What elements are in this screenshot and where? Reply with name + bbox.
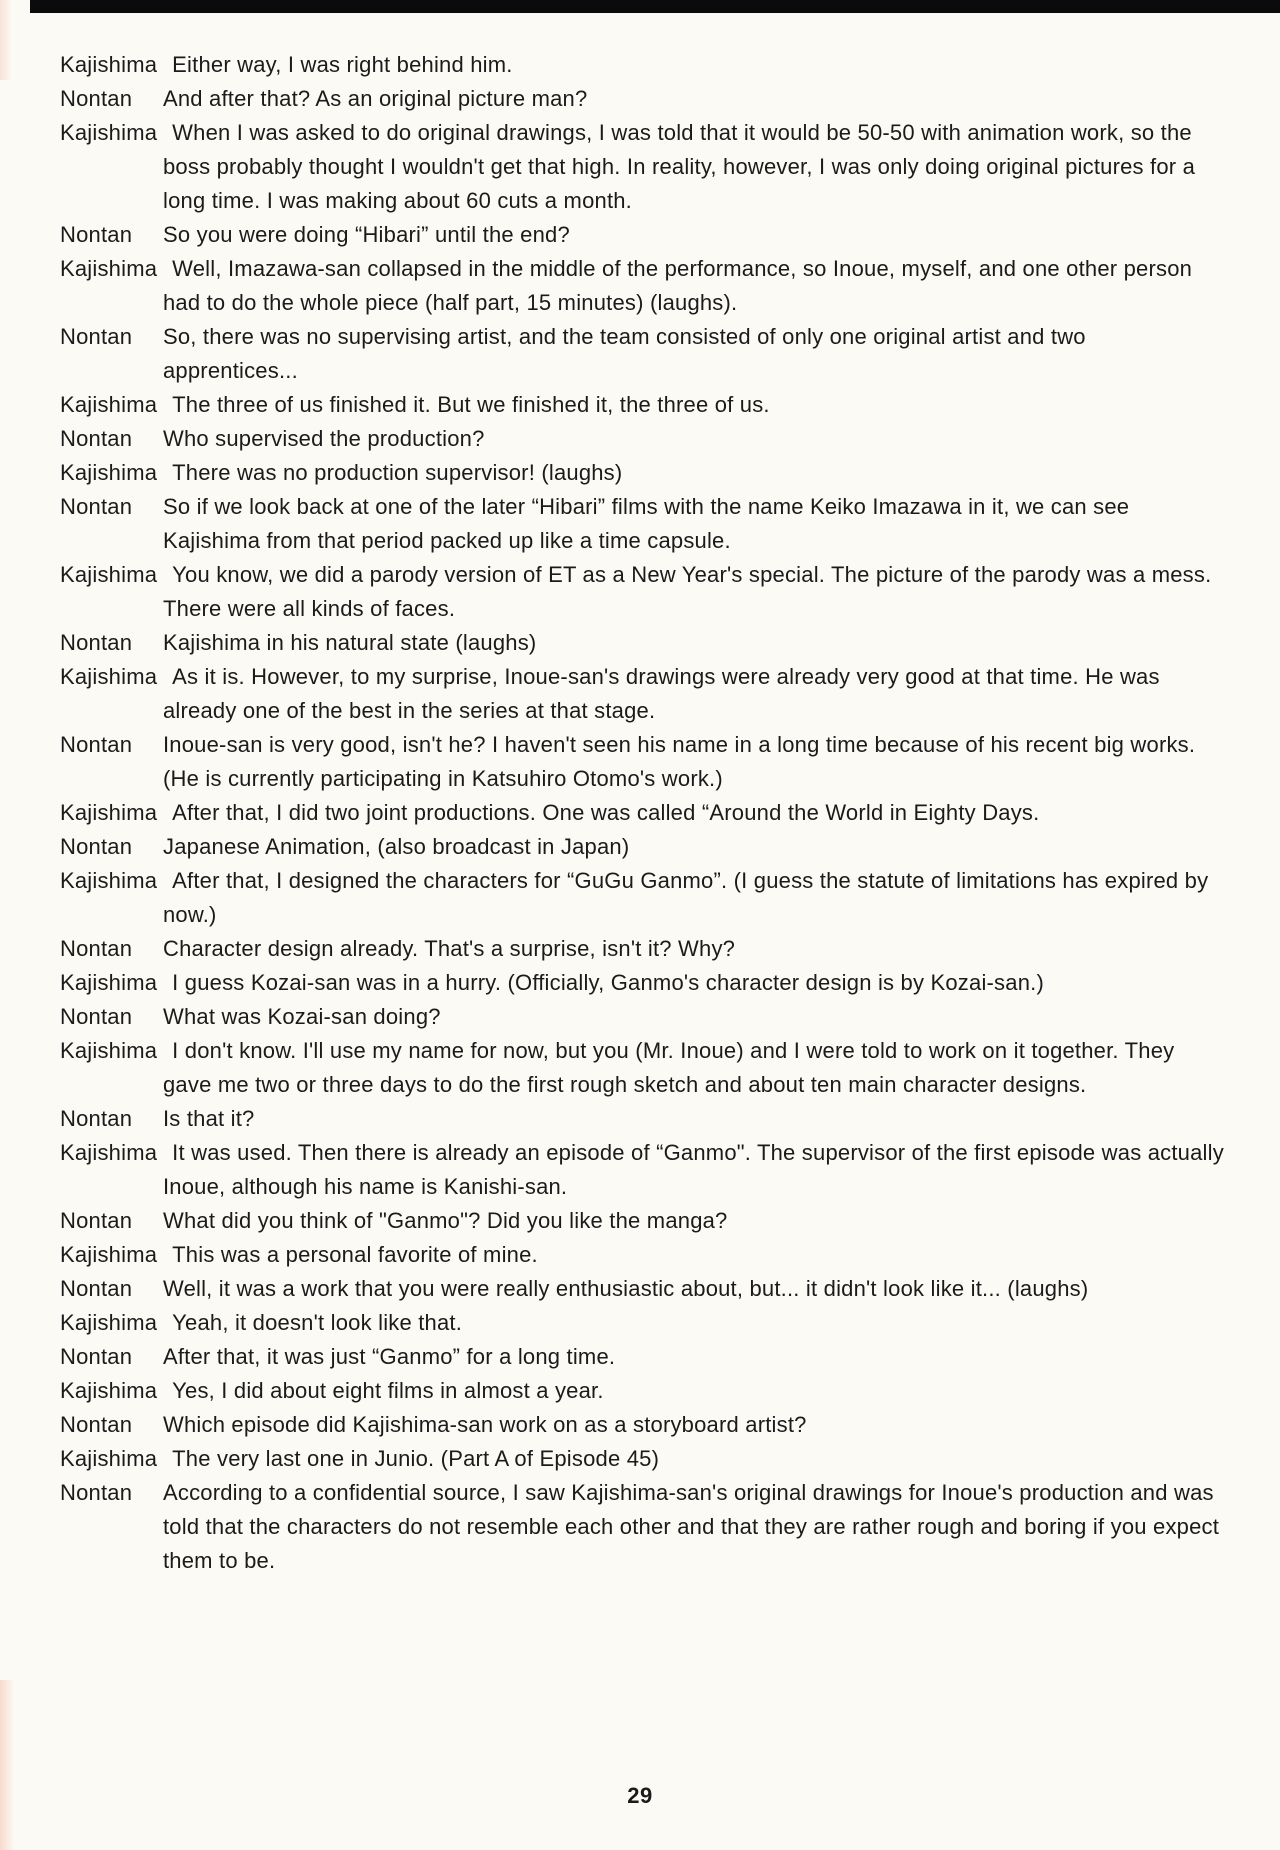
speaker-name: Nontan xyxy=(60,86,133,111)
speaker-name: Kajishima xyxy=(60,664,158,689)
utterance-text: When I was asked to do original drawings, I was told that it would be 50-50 with animation work, so the boss probably thought I wouldn't get that high. In reality, however, I was only doing original pictures for a long time. I was making about 60 cuts a month. xyxy=(163,120,1196,213)
scan-edge-left-tint-bottom xyxy=(0,1680,14,1850)
speaker-name: Nontan xyxy=(60,1106,133,1131)
utterance xyxy=(60,456,1225,490)
utterance-text: Which episode did Kajishima-san work on as a storyboard artist? xyxy=(163,1412,807,1437)
utterance xyxy=(60,1136,1225,1204)
speaker-name: Nontan xyxy=(60,324,133,349)
utterance xyxy=(60,82,1225,116)
speaker-name: Kajishima xyxy=(60,1378,158,1403)
utterance-text: What was Kozai-san doing? xyxy=(163,1004,441,1029)
speaker-name: Kajishima xyxy=(60,52,158,77)
utterance xyxy=(60,830,1225,864)
utterance xyxy=(60,1102,1225,1136)
utterance-text: Yeah, it doesn't look like that. xyxy=(172,1310,463,1335)
speaker-name: Kajishima xyxy=(60,1242,158,1267)
utterance-text: Well, Imazawa-san collapsed in the middle of the performance, so Inoue, myself, and one other person had to do the whole piece (half part, 15 minutes) (laughs). xyxy=(163,256,1193,315)
utterance-text: Yes, I did about eight films in almost a year. xyxy=(172,1378,604,1403)
speaker-name: Kajishima xyxy=(60,868,158,893)
speaker-name: Kajishima xyxy=(60,1140,158,1165)
utterance-text: After that, I designed the characters for “GuGu Ganmo”. (I guess the statute of limitations has expired by now.) xyxy=(163,868,1209,927)
utterance xyxy=(60,1238,1225,1272)
utterance-text: According to a confidential source, I saw Kajishima-san's original drawings for Inoue's production and was told that the characters do not resemble each other and that they are rather rough and boring if you expect them to be. xyxy=(163,1480,1220,1573)
utterance xyxy=(60,626,1225,660)
speaker-name: Nontan xyxy=(60,732,133,757)
utterance-text: Is that it? xyxy=(163,1106,255,1131)
utterance-text: After that, it was just “Ganmo” for a long time. xyxy=(163,1344,616,1369)
speaker-name: Nontan xyxy=(60,1276,133,1301)
utterance-text: The three of us finished it. But we finished it, the three of us. xyxy=(172,392,770,417)
utterance-text: Character design already. That's a surprise, isn't it? Why? xyxy=(163,936,736,961)
utterance-text: Either way, I was right behind him. xyxy=(172,52,513,77)
speaker-name: Nontan xyxy=(60,426,133,451)
utterance xyxy=(60,796,1225,830)
speaker-name: Nontan xyxy=(60,222,133,247)
utterance xyxy=(60,252,1225,320)
utterance-text: So, there was no supervising artist, and the team consisted of only one original artist and two apprentices... xyxy=(163,324,1086,383)
speaker-name: Nontan xyxy=(60,1004,133,1029)
utterance xyxy=(60,1306,1225,1340)
speaker-name: Kajishima xyxy=(60,1446,158,1471)
utterance xyxy=(60,1340,1225,1374)
utterance xyxy=(60,1272,1225,1306)
utterance-text: I don't know. I'll use my name for now, but you (Mr. Inoue) and I were told to work on it together. They gave me two or three days to do the first rough sketch and about ten main character designs. xyxy=(163,1038,1175,1097)
speaker-name: Nontan xyxy=(60,1208,133,1233)
utterance-text: After that, I did two joint productions. One was called “Around the World in Eighty Days. xyxy=(172,800,1040,825)
dialogue-transcript xyxy=(60,48,1225,1578)
utterance-text: Well, it was a work that you were really enthusiastic about, but... it didn't look like it... (laughs) xyxy=(163,1276,1089,1301)
speaker-name: Kajishima xyxy=(60,1038,158,1063)
speaker-name: Nontan xyxy=(60,1344,133,1369)
utterance xyxy=(60,422,1225,456)
speaker-name: Nontan xyxy=(60,1480,133,1505)
utterance xyxy=(60,490,1225,558)
utterance-text: Kajishima in his natural state (laughs) xyxy=(163,630,537,655)
speaker-name: Kajishima xyxy=(60,562,158,587)
speaker-name: Nontan xyxy=(60,834,133,859)
utterance xyxy=(60,1204,1225,1238)
utterance xyxy=(60,218,1225,252)
speaker-name: Nontan xyxy=(60,936,133,961)
utterance-text: So if we look back at one of the later “Hibari” films with the name Keiko Imazawa in it, we can see Kajishima from that period packed up like a time capsule. xyxy=(163,494,1130,553)
utterance xyxy=(60,966,1225,1000)
utterance xyxy=(60,558,1225,626)
speaker-name: Kajishima xyxy=(60,970,158,995)
utterance-text: There was no production supervisor! (laughs) xyxy=(172,460,623,485)
utterance-text: Japanese Animation, (also broadcast in Japan) xyxy=(163,834,630,859)
utterance-text: And after that? As an original picture man? xyxy=(163,86,588,111)
utterance xyxy=(60,1034,1225,1102)
utterance-text: I guess Kozai-san was in a hurry. (Officially, Ganmo's character design is by Kozai-san.) xyxy=(172,970,1044,995)
utterance-text: Who supervised the production? xyxy=(163,426,485,451)
page-number: 29 xyxy=(627,1783,653,1808)
utterance xyxy=(60,728,1225,796)
scan-edge-left-tint-top xyxy=(0,0,12,80)
utterance-text: This was a personal favorite of mine. xyxy=(172,1242,538,1267)
utterance xyxy=(60,320,1225,388)
scan-edge-top-bar xyxy=(30,0,1280,13)
speaker-name: Kajishima xyxy=(60,120,158,145)
speaker-name: Nontan xyxy=(60,494,133,519)
utterance-text: What did you think of "Ganmo"? Did you like the manga? xyxy=(163,1208,728,1233)
utterance xyxy=(60,1442,1225,1476)
utterance xyxy=(60,864,1225,932)
utterance-text: As it is. However, to my surprise, Inoue-san's drawings were already very good at that time. He was already one of the best in the series at that stage. xyxy=(163,664,1160,723)
speaker-name: Kajishima xyxy=(60,392,158,417)
utterance xyxy=(60,1476,1225,1578)
speaker-name: Kajishima xyxy=(60,800,158,825)
utterance xyxy=(60,1408,1225,1442)
utterance xyxy=(60,932,1225,966)
speaker-name: Kajishima xyxy=(60,256,158,281)
utterance xyxy=(60,388,1225,422)
utterance xyxy=(60,1374,1225,1408)
utterance xyxy=(60,116,1225,218)
utterance-text: Inoue-san is very good, isn't he? I haven't seen his name in a long time because of his recent big works. (He is currently participating in Katsuhiro Otomo's work.) xyxy=(163,732,1196,791)
speaker-name: Kajishima xyxy=(60,1310,158,1335)
utterance-text: So you were doing “Hibari” until the end? xyxy=(163,222,570,247)
utterance-text: The very last one in Junio. (Part A of Episode 45) xyxy=(172,1446,660,1471)
utterance-text: It was used. Then there is already an episode of “Ganmo". The supervisor of the first episode was actually Inoue, although his name is Kanishi-san. xyxy=(163,1140,1224,1199)
utterance xyxy=(60,660,1225,728)
speaker-name: Nontan xyxy=(60,630,133,655)
utterance-text: You know, we did a parody version of ET as a New Year's special. The picture of the parody was a mess. There were all kinds of faces. xyxy=(163,562,1212,621)
speaker-name: Kajishima xyxy=(60,460,158,485)
utterance xyxy=(60,1000,1225,1034)
utterance xyxy=(60,48,1225,82)
speaker-name: Nontan xyxy=(60,1412,133,1437)
